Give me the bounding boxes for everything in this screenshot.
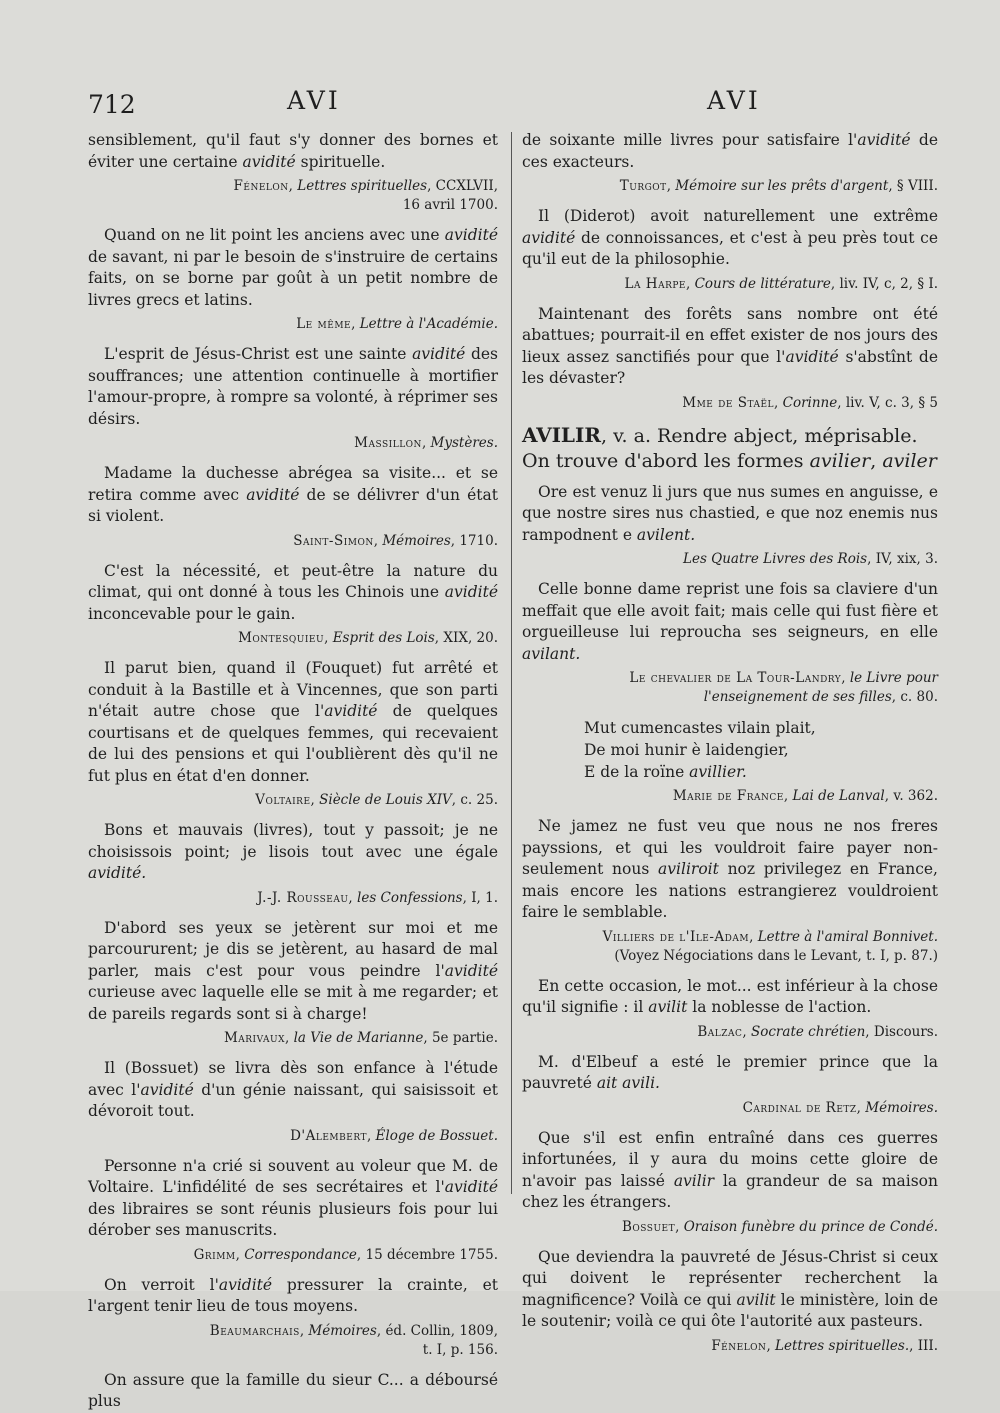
quote-text: de connoissances, et c'est à peu près tout ce qu'il eut de la philosophie. <box>522 228 938 268</box>
page-header <box>0 86 1000 126</box>
quote-text: Que s'il est enfin entraîné dans ces guerres infortunées, il y aura du moins cette gloire de n'avoir pas laissé <box>522 1128 938 1190</box>
quote-text: Que deviendra la pauvreté de Jésus-Christ si ceux qui doivent le représenter recherchent la magnificence? Voilà ce qui <box>522 1247 938 1309</box>
quote-paragraph <box>88 658 498 787</box>
citation-title: Mémoires <box>382 532 451 549</box>
citation-ref: 5e partie. <box>431 1030 498 1046</box>
quote-text: de soixante mille livres pour satisfaire l' <box>522 131 858 149</box>
citation-author: Mme de Staël <box>682 394 775 411</box>
citation: Cardinal de Retz, Mémoires. <box>742 1099 938 1116</box>
quote-text: Madame la duchesse abrégea sa visite... et se retira comme avec <box>88 464 498 504</box>
right-quotes-end <box>522 816 938 1356</box>
quote-keyword: avilir <box>673 1171 715 1190</box>
quote-paragraph <box>88 561 498 626</box>
citation-title: Mémoire sur les prêts d'argent <box>675 178 889 194</box>
quote-text: de quelques courtisans et de quelques femmes, qui recevaient de lui des pensions et qui l'oublièrent dès qu'il ne fut plus en état d'en donner. <box>88 702 498 785</box>
citation: Beaumarchais, Mémoires, éd. Collin, 1809, t. I, p. 156. <box>88 1322 498 1360</box>
citation-author: Montesquieu <box>238 630 325 646</box>
quote-paragraph <box>88 1156 498 1242</box>
quote-paragraph <box>88 820 498 885</box>
right-quotes-after <box>522 482 938 708</box>
running-headword-left: AVI <box>287 86 341 115</box>
citation-ref: Discours. <box>873 1023 938 1040</box>
citation-author: Marie de France <box>672 788 784 804</box>
citation-title: les Confessions <box>357 889 463 906</box>
citation-ref: IV, xix, 3. <box>875 551 938 567</box>
quote-keyword: avidité <box>444 1178 498 1196</box>
quote-text: C'est la nécessité, et peut-être la nature du climat, qui ont donné à tous les Chinois une <box>88 561 498 601</box>
quote-keyword: avilent. <box>636 525 696 544</box>
citation-title: Mémoires <box>308 1322 377 1339</box>
quote-text: Personne n'a crié si souvent au voleur que M. de Voltaire. L'infidélité de ses secrétaires et l' <box>88 1156 498 1196</box>
citation: Fénelon, Lettres spirituelles., III. <box>711 1337 938 1354</box>
citation-title: Éloge de Bossuet. <box>375 1127 498 1144</box>
quote-text: sensiblement, qu'il faut s'y donner des bornes et éviter une certaine <box>88 131 498 171</box>
citation-author: Cardinal de Retz <box>742 1099 857 1116</box>
citation-ref-continued: 16 avril 1700. <box>402 197 498 213</box>
quote-text: curieuse avec laquelle elle se mit à me regarder; et de pareils regards sont si à charge! <box>88 983 498 1023</box>
quote-text: Ore est venuz li jurs que nus sumes en anguisse, e que nostre sires nus chastied, e que noz enemis nus rampodnent e <box>522 482 938 544</box>
quote-text: Bons et mauvais (livres), tout y passoit; je ne choisissois point; je lisois tout avec une égale <box>88 821 498 861</box>
quote-text: la noblesse de l'action. <box>687 998 872 1016</box>
quote-keyword: avidité <box>140 1080 194 1099</box>
citation-title: Mémoires. <box>865 1099 938 1116</box>
citation: D'Alembert, Éloge de Bossuet. <box>290 1127 498 1144</box>
quote-paragraph <box>88 225 498 311</box>
entry-form: aviler <box>882 449 937 472</box>
quote-text: Celle bonne dame reprist une fois sa claviere d'un meffait que elle avoit fait; mais celle qui fust fière et orgueilleuse lui reproucha ses seigneurs, en elle <box>522 580 938 641</box>
quote-keyword: ait avili. <box>596 1074 660 1092</box>
left-column <box>88 130 498 1413</box>
entry-grammar: , v. a. Rendre abject, méprisable. <box>600 424 918 447</box>
citation-ref: éd. Collin, 1809, <box>385 1322 498 1339</box>
citation-title: Les Quatre Livres des Rois <box>682 551 868 567</box>
right-column <box>522 130 938 1366</box>
quote-keyword: avidité <box>444 226 498 244</box>
citation-ref: c. 80. <box>900 689 938 705</box>
quote-text: noz privilegez en France, mais encore les nations estrangierez vouldroient faire le semblable. <box>522 860 938 921</box>
citation: Voltaire, Siècle de Louis XIV, c. 25. <box>255 792 498 808</box>
citation-title: Corinne <box>782 394 838 411</box>
page-number: 712 <box>88 90 136 119</box>
citation-ref: v. 362. <box>893 788 938 804</box>
column-rule <box>511 132 512 1194</box>
quote-paragraph <box>522 976 938 1019</box>
quote-keyword: avidité <box>218 1275 273 1294</box>
citation: J.-J. Rousseau, les Confessions, I, 1. <box>257 889 498 906</box>
citation-author: Le chevalier de La Tour-Landry <box>629 670 842 686</box>
citation-ref: I, 1. <box>471 889 498 906</box>
citation-title: la Vie de Marianne <box>293 1030 424 1046</box>
citation-ref-continued: t. I, p. 156. <box>422 1341 498 1358</box>
quote-text: Quand on ne lit point les anciens avec une <box>104 226 445 244</box>
citation: Balzac, Socrate chrétien, Discours. <box>697 1023 938 1040</box>
quote-text: M. d'Elbeuf a esté le premier prince que la pauvreté <box>522 1052 938 1092</box>
citation-author: Villiers de l'Ile-Adam <box>602 928 750 945</box>
quote-text: des souffrances; une attention continuelle à mortifier l'amour-propre, à rompre sa volonté, à réprimer ses désirs. <box>88 345 498 428</box>
quote-keyword: aviliroit <box>658 860 719 878</box>
quote-text: de se délivrer d'un état si violent. <box>88 485 498 525</box>
citation-author: La Harpe <box>624 275 686 292</box>
quote-text: Il (Diderot) avoit naturellement une extrême <box>538 207 938 225</box>
citation-title: Oraison funèbre du prince de Condé. <box>683 1218 938 1235</box>
citation-title: le Livre pour l'enseignement de ses filles <box>703 670 938 705</box>
citation-author: Le même <box>296 316 352 332</box>
citation-title: Mystères. <box>430 435 498 451</box>
citation: Le chevalier de La Tour-Landry, le Livre pour l'enseignement de ses filles, c. 80. <box>629 670 938 705</box>
quote-keyword: avilit <box>648 998 688 1016</box>
citation-title: Socrate chrétien <box>751 1023 866 1040</box>
citation-title: Esprit des Lois <box>332 630 435 646</box>
quote-text: Il (Bossuet) se livra dès son enfance à l'étude avec l' <box>88 1059 498 1099</box>
quote-text: Maintenant des forêts sans nombre ont été abattues; pourrait-il en effet exister de nos jours des lieux assez sanctifiés pour que l' <box>522 304 938 366</box>
citation: Les Quatre Livres des Rois, IV, xix, 3. <box>682 551 938 567</box>
citation: Marivaux, la Vie de Marianne, 5e partie. <box>223 1030 498 1046</box>
citation: Turgot, Mémoire sur les prêts d'argent, § VIII. <box>619 178 938 194</box>
quote-keyword: avidité <box>324 702 378 720</box>
citation-author: Fénelon <box>233 178 289 194</box>
quote-paragraph <box>522 1128 938 1214</box>
quote-text: D'abord ses yeux se jetèrent sur moi et me parcoururent; je dis se jetèrent, au hasard de mal parler, mais c'est pour vous peindre l' <box>88 918 498 980</box>
quote-paragraph <box>522 206 938 271</box>
quote-text: pressurer la crainte, et l'argent tenir lieu de tous moyens. <box>88 1275 499 1315</box>
quote-paragraph <box>522 482 938 547</box>
quote-keyword: avidité <box>246 485 300 504</box>
quote-paragraph <box>522 816 938 924</box>
citation-ref: XIX, 20. <box>443 630 498 646</box>
quote-text: de ces exacteurs. <box>522 131 938 171</box>
citation: Le même, Lettre à l'Académie. <box>296 316 498 332</box>
quote-text: de savant, ni par le besoin de s'instruire de certains faits, on se borne par goût à un petit nombre de livres grecs et latins. <box>88 247 498 309</box>
quote-keyword: avilit <box>736 1290 776 1309</box>
citation: Villiers de l'Ile-Adam, Lettre à l'amiral Bonnivet. (Voyez Négociations dans le Levant, t. I, p. 87.) <box>522 928 938 966</box>
citation: Massillon, Mystères. <box>354 435 498 451</box>
citation: Marie de France, Lai de Lanval, v. 362. <box>672 788 938 804</box>
citation-ref-continued: (Voyez Négociations dans le Levant, t. I, p. 87.) <box>614 947 938 964</box>
quote-keyword: avidité <box>242 152 296 171</box>
verse-quote <box>584 717 938 783</box>
right-quotes-before <box>522 130 938 413</box>
citation-author: J.-J. Rousseau <box>257 889 349 906</box>
citation-title: Lettres spirituelles <box>297 178 428 194</box>
citation-title: Lai de Lanval <box>792 788 885 804</box>
verse-line: E de la roïne avillier. <box>584 763 747 781</box>
quote-text: Il parut bien, quand il (Fouquet) fut arrêté et conduit à la Bastille et à Vincennes, que son parti n'était autre chose que l' <box>88 659 498 720</box>
quote-text: On assure que la famille du sieur C... a déboursé plus <box>88 1370 498 1410</box>
dictionary-entry <box>522 423 938 474</box>
quote-text: des libraires se sont réunis plusieurs fois pour lui dérober ses manuscrits. <box>88 1199 498 1239</box>
quote-paragraph <box>88 918 498 1026</box>
verse-line: De moi hunir è laidengier, <box>584 741 789 759</box>
quote-text: Ne jamez ne fust veu que nous ne nos freres payssions, et qui les vouldroit faire payer non-seulement nous <box>522 817 938 878</box>
citation-author: Saint-Simon <box>293 532 374 549</box>
quote-paragraph <box>522 1052 938 1095</box>
citation-title: Lettre à l'Académie. <box>359 316 498 332</box>
quote-paragraph <box>88 1058 498 1123</box>
quote-text: le ministère, loin de le soutenir; voilà ce qui ôte l'autorité aux pasteurs. <box>522 1290 938 1330</box>
citation-author: D'Alembert <box>290 1127 367 1144</box>
quote-keyword: avidité <box>785 347 839 366</box>
quote-paragraph <box>88 130 498 173</box>
quote-paragraph <box>522 130 938 173</box>
citation-author: Beaumarchais <box>209 1322 300 1339</box>
citation-ref: liv. IV, c, 2, § I. <box>839 275 938 292</box>
citation-ref: § VIII. <box>896 178 938 194</box>
quote-text: s'abstînt de les dévaster? <box>522 347 939 387</box>
citation-ref: c. 25. <box>460 792 498 808</box>
quote-paragraph <box>522 579 938 665</box>
citation-ref: CCXLVII, <box>435 178 498 194</box>
quote-paragraph <box>88 1275 498 1318</box>
citation-ref: 15 décembre 1755. <box>365 1246 498 1263</box>
quote-paragraph <box>522 304 938 390</box>
quote-keyword: avidité <box>857 131 911 149</box>
citation-title: Correspondance <box>244 1246 357 1263</box>
citation-author: Turgot <box>619 178 667 194</box>
quote-text: On verroit l' <box>104 1275 219 1294</box>
citation: Montesquieu, Esprit des Lois, XIX, 20. <box>238 630 498 646</box>
citation: La Harpe, Cours de littérature, liv. IV, c, 2, § I. <box>624 275 938 292</box>
citation-author: Fénelon <box>711 1337 767 1354</box>
quote-text: spirituelle. <box>295 152 386 171</box>
entry-note: On trouve d'abord les formes avilier, aviler <box>522 449 937 472</box>
quote-paragraph <box>88 344 498 430</box>
quote-keyword: avidité <box>444 583 498 601</box>
quote-keyword: avidité <box>522 228 576 247</box>
quote-keyword: avidité. <box>88 864 147 882</box>
citation-author: Grimm <box>193 1246 236 1263</box>
citation-author: Bossuet <box>622 1218 676 1235</box>
citation: Saint-Simon, Mémoires, 1710. <box>293 532 498 549</box>
citation-author: Balzac <box>697 1023 743 1040</box>
entry-headword: AVILIR <box>522 422 601 447</box>
citation-title: Lettre à l'amiral Bonnivet. <box>757 928 938 945</box>
quote-paragraph <box>522 1247 938 1333</box>
quote-paragraph <box>88 1370 498 1413</box>
citation-author: Marivaux <box>223 1030 285 1046</box>
citation-title: Siècle de Louis XIV <box>319 792 452 808</box>
citation: Bossuet, Oraison funèbre du prince de Condé. <box>622 1218 938 1235</box>
verse-line: Mut cumencastes vilain plait, <box>584 719 816 737</box>
citation: Fénelon, Lettres spirituelles, CCXLVII, 16 avril 1700. <box>88 177 498 215</box>
citation: Mme de Staël, Corinne, liv. V, c. 3, § 5 <box>682 394 938 411</box>
citation-ref: III. <box>917 1337 938 1354</box>
citation-title: Cours de littérature <box>694 275 831 292</box>
quote-text: inconcevable pour le gain. <box>88 604 296 623</box>
citation-author: Massillon <box>354 435 422 451</box>
quote-text: d'un génie naissant, qui saisissoit et dévoroit tout. <box>88 1080 498 1120</box>
quote-text: En cette occasion, le mot... est inférieur à la chose qu'il signifie : il <box>522 976 938 1016</box>
quote-keyword: avidité <box>444 961 498 980</box>
citation-ref: 1710. <box>459 532 498 549</box>
citation-ref: liv. V, c. 3, § 5 <box>845 394 938 411</box>
quote-text: L'esprit de Jésus-Christ est une sainte <box>104 345 413 363</box>
quote-text: la grandeur de sa maison chez les étrangers. <box>522 1171 938 1211</box>
entry-form: avilier <box>809 449 871 472</box>
quote-paragraph <box>88 463 498 528</box>
quote-keyword: avilant. <box>522 644 581 663</box>
running-headword-right: AVI <box>707 86 761 115</box>
citation-author: Voltaire <box>255 792 311 808</box>
citation-title: Lettres spirituelles. <box>775 1337 910 1354</box>
citation: Grimm, Correspondance, 15 décembre 1755. <box>193 1246 498 1263</box>
quote-keyword: avidité <box>412 345 466 363</box>
